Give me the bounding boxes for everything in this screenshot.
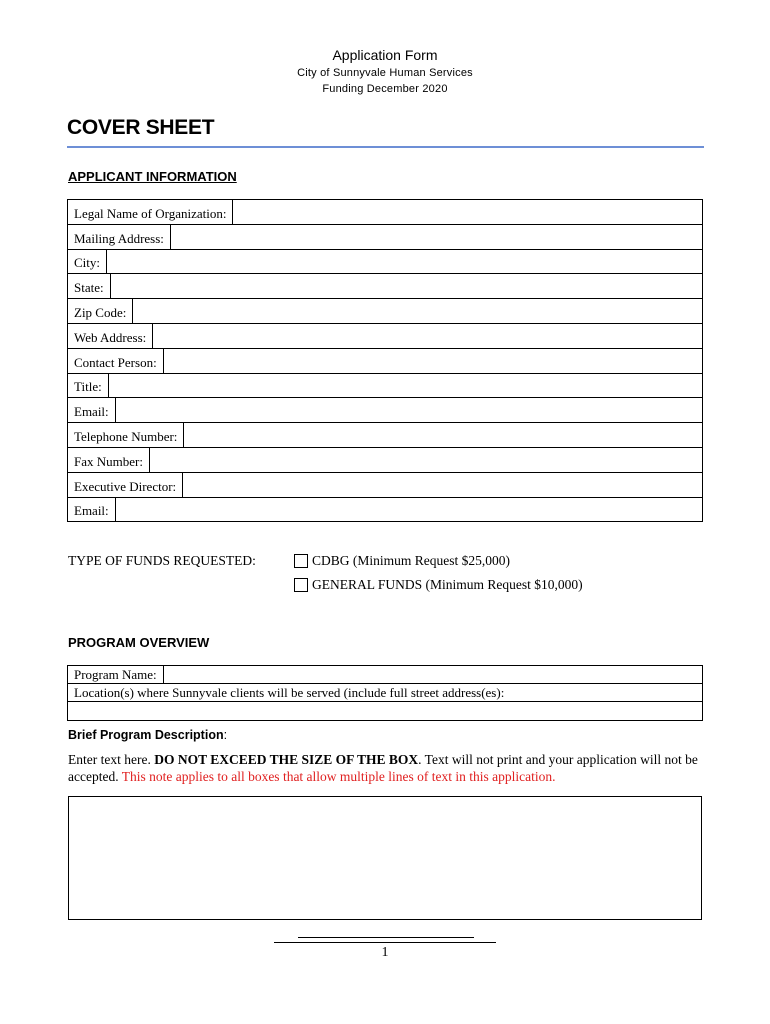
funds-option-general[interactable] (294, 577, 583, 593)
footer-rule-short (298, 937, 474, 938)
field-input[interactable] (233, 200, 702, 224)
brief-description-title: Brief Program Description (68, 728, 224, 742)
applicant-info-row (68, 497, 703, 522)
brief-instructions (68, 751, 708, 785)
field-input[interactable] (153, 324, 702, 348)
field-input[interactable] (171, 225, 702, 249)
funds-type-label: TYPE OF FUNDS REQUESTED: (68, 553, 256, 568)
field-label: Legal Name of Organization: (68, 200, 233, 224)
funds-option-cdbg[interactable] (294, 553, 510, 569)
applicant-info-row (68, 299, 703, 324)
field-label: Executive Director: (68, 473, 183, 497)
applicant-info-row (68, 423, 703, 448)
page-number: 1 (381, 945, 389, 960)
field-input[interactable] (150, 448, 702, 472)
general-funds-option-label: GENERAL FUNDS (Minimum Request $10,000) (312, 577, 583, 592)
field-input[interactable] (184, 423, 702, 447)
field-input[interactable] (116, 498, 702, 522)
form-subtitle-date: Funding December 2020 (322, 83, 448, 95)
program-overview-table (67, 665, 703, 721)
applicant-info-row (68, 323, 703, 348)
field-label: Zip Code: (68, 299, 133, 323)
instr-rest: . Text will not print and your application will not be accepted. (68, 752, 698, 784)
field-label: Title: (68, 374, 109, 398)
field-input[interactable] (109, 374, 702, 398)
instr-bold-warning: DO NOT EXCEED THE SIZE OF THE BOX (154, 752, 419, 767)
field-input[interactable] (183, 473, 702, 497)
cover-sheet-heading: COVER SHEET (67, 116, 215, 139)
field-input[interactable] (133, 299, 702, 323)
applicant-info-heading: APPLICANT INFORMATION (68, 169, 237, 184)
brief-description-colon: : (223, 728, 228, 742)
applicant-info-row (68, 398, 703, 423)
program-name-field[interactable] (164, 666, 702, 683)
field-input[interactable] (107, 250, 702, 274)
field-label: Email: (68, 498, 116, 522)
brief-description-heading (68, 728, 227, 742)
applicant-info-row (68, 348, 703, 373)
applicant-info-row (68, 447, 703, 472)
field-label: Contact Person: (68, 349, 164, 373)
field-label: Email: (68, 398, 116, 422)
field-label: State: (68, 274, 111, 298)
applicant-info-row (68, 373, 703, 398)
applicant-info-row (68, 200, 703, 225)
field-label: Fax Number: (68, 448, 150, 472)
cover-heading-rule (67, 146, 704, 148)
instr-plain: Enter text here. (68, 752, 155, 767)
field-label: Mailing Address: (68, 225, 171, 249)
applicant-info-row (68, 224, 703, 249)
footer-rule-long (274, 942, 496, 943)
field-label: Telephone Number: (68, 423, 184, 447)
cdbg-option-label: CDBG (Minimum Request $25,000) (312, 553, 510, 568)
applicant-info-table (67, 199, 703, 522)
program-name-label: Program Name: (68, 666, 164, 683)
field-input[interactable] (116, 398, 702, 422)
general-funds-checkbox[interactable] (294, 578, 308, 592)
program-overview-heading: PROGRAM OVERVIEW (68, 635, 210, 650)
field-input[interactable] (164, 349, 702, 373)
applicant-info-row (68, 249, 703, 274)
location-field[interactable] (68, 702, 702, 720)
applicant-info-row (68, 472, 703, 497)
field-label: City: (68, 250, 107, 274)
field-input[interactable] (111, 274, 702, 298)
field-label: Web Address: (68, 324, 153, 348)
form-title: Application Form (332, 47, 438, 63)
instr-red-note: This note applies to all boxes that allow multiple lines of text in this application. (121, 769, 556, 784)
applicant-info-row (68, 274, 703, 299)
location-label: Location(s) where Sunnyvale clients will be served (include full street address(es): (74, 685, 505, 700)
form-subtitle-org: City of Sunnyvale Human Services (297, 67, 473, 79)
cdbg-checkbox[interactable] (294, 554, 308, 568)
brief-description-textbox[interactable] (68, 796, 702, 920)
